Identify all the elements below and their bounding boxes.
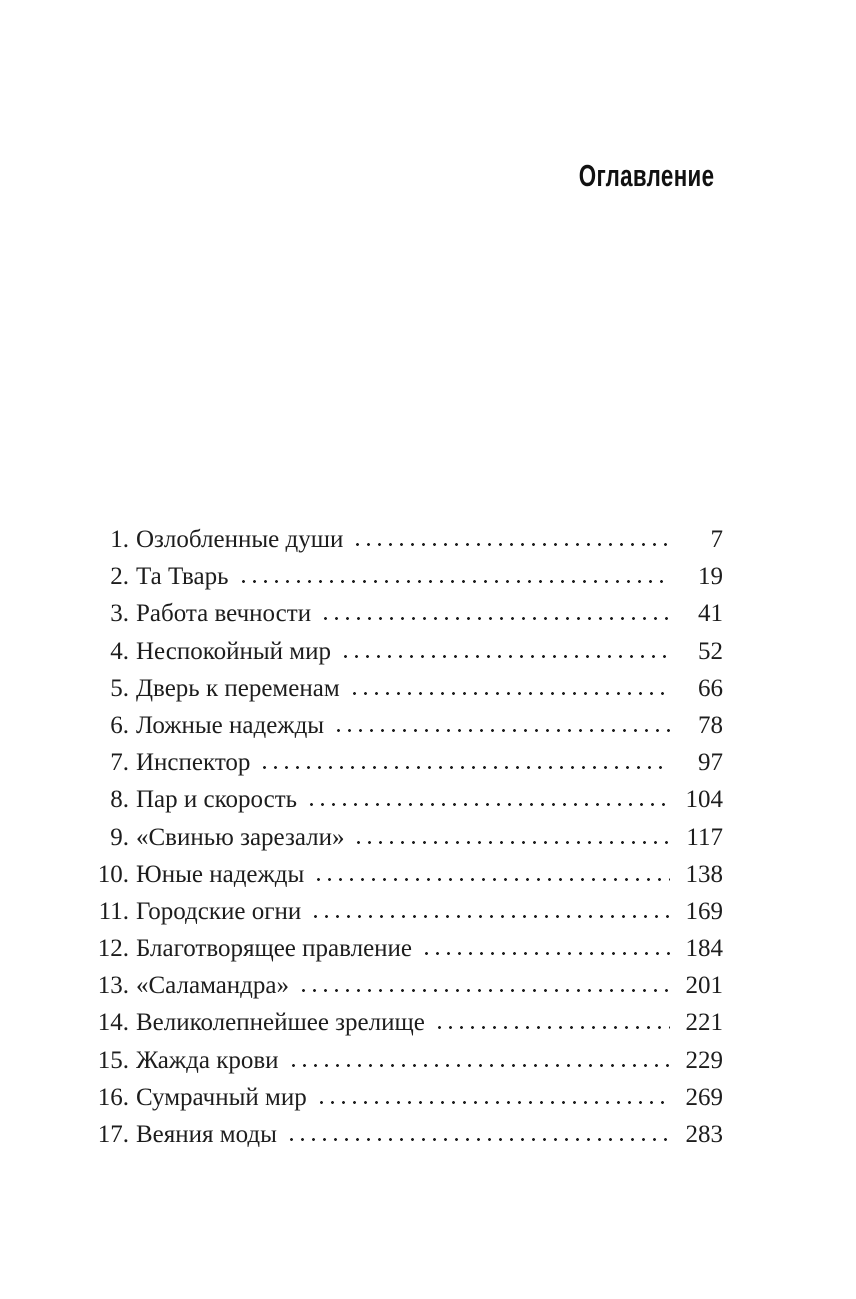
- dot-leader: [421, 951, 670, 956]
- dot-leader: [313, 877, 670, 882]
- dot-leader: [434, 1025, 670, 1030]
- toc-entry-page: 283: [685, 1121, 723, 1148]
- toc-entry: [97, 856, 723, 893]
- toc-entry: [97, 967, 723, 1004]
- toc-entry-title: Работа вечности: [136, 600, 312, 628]
- toc-entry-page: 169: [685, 897, 723, 925]
- toc-entry: [97, 893, 723, 930]
- toc-entry: [97, 819, 723, 856]
- toc-entry-number: 17.: [97, 1121, 129, 1148]
- toc-entry-number: 15.: [97, 1046, 129, 1074]
- dot-leader: [288, 1063, 670, 1068]
- toc-entry-number: 12.: [97, 935, 129, 963]
- toc-entry-number: 6.: [110, 711, 129, 739]
- toc-entry-page: 138: [685, 860, 723, 888]
- page-title: Оглавление: [578, 157, 714, 193]
- toc-entry-page: 66: [698, 674, 723, 702]
- toc-entry-page: 229: [685, 1046, 723, 1074]
- dot-leader: [349, 691, 670, 696]
- toc-entry-title: Та Тварь: [136, 563, 229, 591]
- toc-entry: [97, 1116, 723, 1153]
- toc-entry-page: 221: [685, 1009, 723, 1037]
- toc-entry-page: 184: [685, 935, 723, 963]
- toc-entry-title: Жажда крови: [136, 1046, 279, 1074]
- toc-entry-title: Ложные надежды: [136, 711, 325, 739]
- toc-entry-page: 19: [698, 563, 723, 591]
- toc-entry: [97, 558, 723, 595]
- dot-leader: [310, 914, 670, 919]
- toc-entry-number: 9.: [110, 823, 129, 851]
- toc-entry: [97, 707, 723, 744]
- toc-entry-page: 201: [685, 972, 723, 1000]
- toc-list: [97, 521, 723, 1153]
- toc-entry: [97, 744, 723, 781]
- dot-leader: [259, 765, 670, 770]
- toc-entry: [97, 1042, 723, 1079]
- dot-leader: [298, 988, 670, 993]
- dot-leader: [340, 654, 670, 659]
- toc-entry-number: 3.: [110, 600, 129, 628]
- dot-leader: [238, 579, 671, 584]
- toc-entry-number: 14.: [97, 1009, 129, 1037]
- toc-entry-number: 10.: [97, 860, 129, 888]
- toc-entry-title: Неспокойный мир: [136, 637, 332, 665]
- toc-entry-title: Пар и скорость: [136, 786, 298, 814]
- toc-entry-number: 2.: [110, 563, 129, 591]
- toc-entry: [97, 1079, 723, 1116]
- toc-entry-number: 16.: [97, 1083, 129, 1111]
- toc-entry-title: Инспектор: [136, 749, 251, 777]
- toc-entry-page: 78: [698, 711, 723, 739]
- toc-entry-title: Веяния моды: [136, 1121, 277, 1148]
- toc-entry-title: Озлобленные души: [136, 526, 344, 553]
- toc-entry-page: 7: [710, 526, 723, 553]
- toc-entry-number: 11.: [98, 897, 129, 925]
- toc-entry-title: «Саламандра»: [136, 972, 290, 1000]
- toc-entry-page: 104: [685, 786, 723, 814]
- toc-entry: [97, 595, 723, 632]
- toc-entry-page: 97: [698, 749, 723, 777]
- toc-entry: [97, 670, 723, 707]
- toc-entry-title: Дверь к переменам: [136, 674, 340, 702]
- toc-entry-number: 7.: [110, 749, 129, 777]
- dot-leader: [333, 728, 670, 733]
- toc-entry-title: Городские огни: [136, 897, 302, 925]
- dot-leader: [352, 542, 670, 547]
- dot-leader: [353, 840, 670, 845]
- toc-entry-title: Юные надежды: [136, 860, 305, 888]
- dot-leader: [320, 616, 670, 621]
- toc-entry-number: 13.: [97, 972, 129, 1000]
- toc-entry-page: 269: [685, 1083, 723, 1111]
- toc-entry-page: 52: [698, 637, 723, 665]
- dot-leader: [316, 1100, 670, 1105]
- toc-entry-number: 8.: [110, 786, 129, 814]
- toc-entry: [97, 521, 723, 558]
- toc-entry: [97, 781, 723, 818]
- dot-leader: [306, 802, 670, 807]
- toc-entry-page: 41: [698, 600, 723, 628]
- toc-entry-number: 4.: [110, 637, 129, 665]
- toc-entry: [97, 633, 723, 670]
- toc-entry-number: 5.: [110, 674, 129, 702]
- toc-entry-title: Благотворящее правление: [136, 935, 413, 963]
- dot-leader: [286, 1137, 670, 1142]
- toc-entry: [97, 930, 723, 967]
- toc-entry-page: 117: [686, 823, 723, 851]
- toc-entry-title: Великолепнейшее зрелище: [136, 1009, 425, 1037]
- toc-entry-title: Сумрачный мир: [136, 1083, 307, 1111]
- toc-entry: [97, 1004, 723, 1041]
- toc-entry-title: «Свинью зарезали»: [136, 823, 345, 851]
- toc-entry-number: 1.: [110, 526, 129, 553]
